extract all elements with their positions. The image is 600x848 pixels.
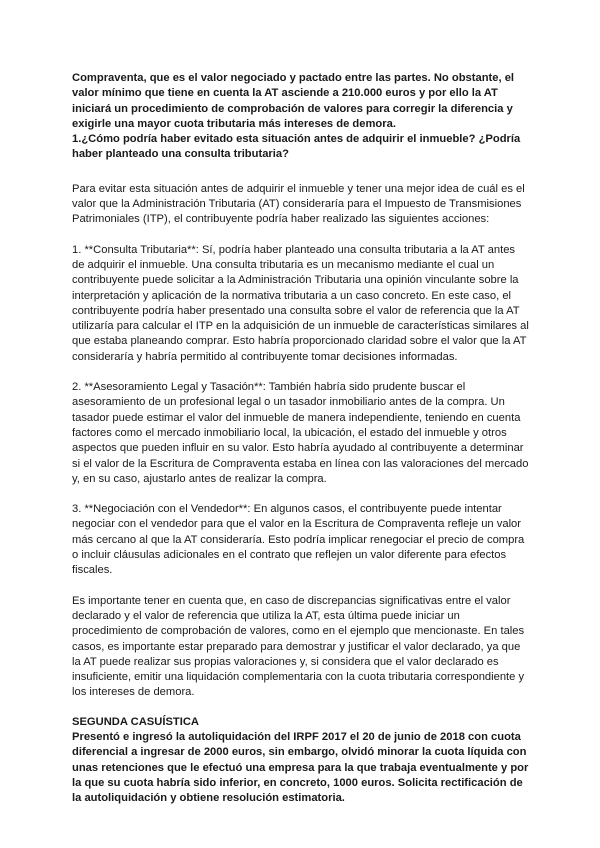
answer-point-negociacion: 3. **Negociación con el Vendedor**: En algunos casos, el contribuyente puede intentar negociar con el vendedor para que el valor en la Escritura de Compraventa refleje un valor más cercano al que la AT consideraría. Esto podría implicar renegociar el precio de compra o incluir cláusulas adicionales en el contrato que reflejen un valor diferente para efectos fiscales. [72, 503, 525, 577]
answer-closing-paragraph: Es importante tener en cuenta que, en caso de discrepancias significativas entre el valor declarado y el valor de referencia que utiliza la AT, esta última puede iniciar un procedimiento de comprobación de valores, como en el ejemplo que mencionaste. En tales casos, es importante estar preparado para demostrar y justificar el valor declarado, ya que la AT puede realizar sus propias valoraciones y, si considera que el valor declarado es insuficiente, emitir una liquidación complementaria con la cuota tributaria correspondiente y los intereses de demora. [72, 594, 525, 699]
answer-lead-paragraph: Para evitar esta situación antes de adquirir el inmueble y tener una mejor idea de cuál es el valor que la Administración Tributaria (AT) consideraría para el Impuesto de Transmisiones Patrimoniales (ITP), el contribuyente podría haber realizado las siguientes acciones: [72, 182, 525, 226]
answer-point-consulta: 1. **Consulta Tributaria**: Sí, podría haber planteado una consulta tributaria a la AT antes de adquirir el inmueble. Una consulta tributaria es un mecanismo mediante el cual un contribuyente puede solicitar a la Administración Tributaria una opinión vinculante sobre la interpretación y aplicación de la normativa tributaria a un caso concreto. En este caso, el contribuyente podría haber presentado una consulta sobre el valor de referencia que la AT utilizaría para calcular el ITP en la adquisición de un inmueble de características similares al que estaba planeando comprar. Esto habría proporcionado claridad sobre el valor que la AT consideraría y habría permitido al contribuyente tomar decisiones informadas. [72, 243, 529, 363]
second-case-paragraph: Presentó e ingresó la autoliquidación del IRPF 2017 el 20 de junio de 2018 con cuota diferencial a ingresar de 2000 euros, sin embargo, olvidó minorar la cuota líquida con unas retenciones que le efectuó una empresa para la que trabaja eventualmente y por la que su cuota habría sido inferior, en concreto, 1000 euros. Solicita rectificación de la autoliquidación y obtiene resolución estimatoria. [72, 730, 529, 805]
document-page [72, 71, 530, 806]
intro-paragraph: Compraventa, que es el valor negociado y pactado entre las partes. No obstante, el valor mínimo que tiene en cuenta la AT asciende a 210.000 euros y por ello la AT iniciará un procedimiento de comprobación de valores para corregir la diferencia y exigirle una mayor cuota tributaria más intereses de demora. [72, 72, 515, 130]
answer-point-asesoramiento: 2. **Asesoramiento Legal y Tasación**: También habría sido prudente buscar el asesoramiento de un profesional legal o un tasador inmobiliario antes de la compra. Un tasador puede estimar el valor del inmueble de manera independiente, teniendo en cuenta factores como el mercado inmobiliario local, la ubicación, el estado del inmueble y otros aspectos que pueden influir en su valor. Esto habría ayudado al contribuyente a determinar si el valor de la Escritura de Compraventa estaba en línea con las valoraciones del mercado y, en su caso, ajustarlo antes de realizar la compra. [72, 381, 529, 485]
second-case-heading: SEGUNDA CASUÍSTICA [72, 715, 200, 728]
question-heading: 1.¿Cómo podría haber evitado esta situación antes de adquirir el inmueble? ¿Podría haber planteado una consulta tributaria? [72, 133, 521, 161]
